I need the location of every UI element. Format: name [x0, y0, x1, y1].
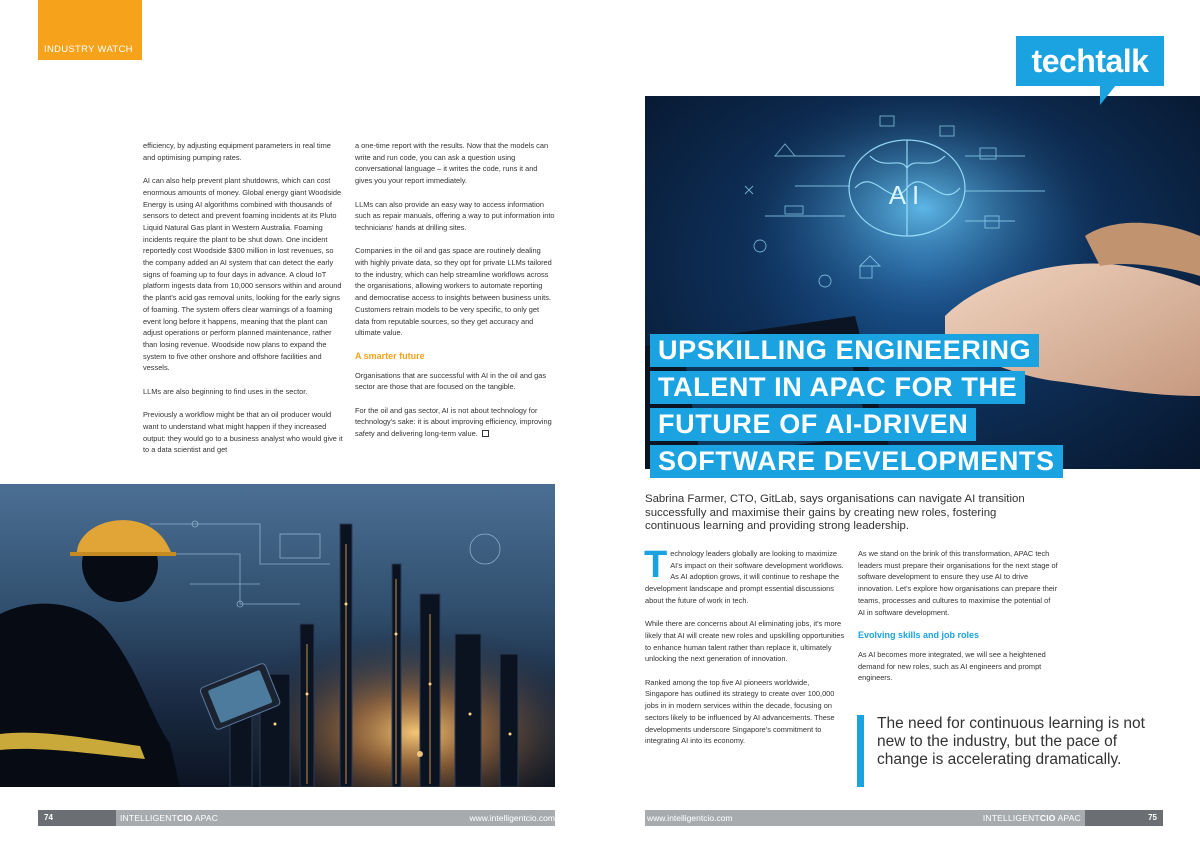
brand-bold: CIO: [1039, 813, 1056, 823]
subheading: A smarter future: [355, 350, 425, 361]
paragraph: Previously a workflow might be that an oil producer would want to understand what might happen if they increased output: they would go to a business analyst who would give it to a data scientist and get: [143, 410, 343, 455]
techtalk-badge: [1016, 36, 1164, 86]
page-number: 74: [38, 810, 116, 826]
paragraph: AI can also help prevent plant shutdowns, which can cost enormous amounts of money. Global energy giant Woodside Energy is using AI algorithms combined with thousands of sensors to detect and prevent foaming incidents at its Pluto Liquid Natural Gas plant in Western Australia. Foaming incidents require the plant to be shut down. One incident reportedly cost Woodside $300 million in lost revenues, so the company added an AI system that can detect the early signs of foaming up to four days in advance. A cloud IoT platform ingests data from 10,000 sensors within and around the plant's acid gas removal units, looking for the early signs of foaming. The system offers clear warnings of a foaming event long before it happens, meaning that the plant can adjust operations or perform planned maintenance, rather than losing revenue. Woodside now plans to expand the system to five other onshore and offshore facilities and vessels.: [143, 176, 342, 373]
left-column-2: [355, 140, 555, 452]
website-url: www.intelligentcio.com: [647, 813, 733, 823]
drop-cap: T: [644, 544, 668, 586]
paragraph: LLMs can also provide an easy way to access information such as repair manuals, offering a way to put information into technicians' hands at drilling sites.: [355, 199, 555, 232]
pull-quote: [857, 715, 1147, 770]
paragraph: LLMs are also beginning to find uses in the sector.: [143, 386, 308, 396]
paragraph: As AI becomes more integrated, we will see a heightened demand for new roles, such as AI engineers and prompt engineers.: [858, 649, 1046, 683]
paragraph: [355, 405, 555, 440]
article-standfirst: Sabrina Farmer, CTO, GitLab, says organisations can navigate AI transition successfully and maximise their gains by creating new roles, fostering continuous learning and providing strong leadership.: [645, 493, 1025, 533]
paragraph: Organisations that are successful with AI in the oil and gas sector are those that are focused on the tangible.: [355, 370, 547, 392]
pull-quote-text: The need for continuous learning is not new to the industry, but the pace of change is accelerating dramatically.: [877, 715, 1145, 769]
quote-bar: [857, 715, 864, 787]
paragraph: [644, 544, 845, 607]
paragraph-text: For the oil and gas sector, AI is not about technology for technology's sake: it is about improving efficiency, improving safety and delivering long-term value.: [355, 405, 552, 439]
subheading: Evolving skills and job roles: [858, 629, 980, 640]
headline-line: SOFTWARE DEVELOPMENTS: [650, 445, 1063, 478]
refinery-illustration: [0, 484, 555, 787]
footer-right: [645, 810, 1163, 826]
article-headline: [650, 334, 1170, 482]
paragraph: As we stand on the brink of this transformation, APAC tech leaders must prepare their organisations for the next stage of software development to ensure they use AI to drive innovation. Let's explore how organisations can prepare their teams, processes and cultures to maximise the potential of AI in software development.: [858, 549, 1058, 617]
headline-line: TALENT IN APAC FOR THE: [650, 371, 1025, 404]
section-tab-label: INDUSTRY WATCH: [44, 44, 133, 55]
ai-glow-text: AI: [888, 180, 926, 210]
right-column-1: [644, 544, 845, 759]
brand-prefix: INTELLIGENT: [120, 813, 177, 823]
left-column-1: [143, 140, 343, 468]
techtalk-logo-text: techtalk: [1031, 43, 1149, 79]
right-column-2: [858, 548, 1058, 696]
brand-suffix: APAC: [192, 813, 219, 823]
paragraph: While there are concerns about AI eliminating jobs, it's more likely that AI will create new roles and upskilling opportunities to enhance human talent rather than replace it, ultimately unlocking the next generation of innovation.: [645, 619, 845, 664]
brand-prefix: INTELLIGENT: [982, 813, 1040, 823]
brand-suffix: APAC: [1055, 813, 1081, 823]
paragraph: Companies in the oil and gas space are routinely dealing with highly private data, so they opt for private LLMs tailored to the industry, which can help streamline workflows across the organisations, allowing workers to automate reporting and democratise access to insights between business units. Customers retrain models to be very specific, to only get data from reputable sources, so they get accuracy and ultimate value.: [355, 246, 552, 338]
brand-bold: CIO: [177, 813, 193, 823]
refinery-engineer-photo: [0, 484, 555, 787]
footer-left: [38, 810, 555, 826]
headline-line: FUTURE OF AI-DRIVEN: [650, 408, 976, 441]
paragraph-text: echnology leaders globally are looking to maximize AI's impact on their software development workflows. As AI adoption grows, it will continue to reshape the development landscape and prompt essential discussions about the future of work in tech.: [645, 549, 844, 605]
page-number: 75: [1085, 810, 1163, 826]
paragraph: efficiency, by adjusting equipment parameters in real time and optimising pumping rates.: [143, 141, 331, 162]
paragraph: a one-time report with the results. Now that the models can write and run code, you can ask a question using conversational language – it writes the code, runs it and gives you your report immediately.: [355, 141, 549, 186]
speech-bubble-tail-icon: [1100, 85, 1116, 105]
headline-line: UPSKILLING ENGINEERING: [650, 334, 1039, 367]
publication-brand: [120, 810, 218, 826]
publication-brand: [983, 810, 1081, 826]
end-mark-icon: [482, 430, 489, 437]
paragraph: Ranked among the top five AI pioneers worldwide, Singapore has outlined its strategy to create over 100,000 jobs in in modern services within the decade, focusing on sectors likely to be influenced by AI advancements. These developments underscore Singapore's commitment to integrating AI into its economy.: [645, 677, 835, 746]
section-tab: [38, 0, 142, 60]
website-url: www.intelligentcio.com: [469, 813, 555, 823]
